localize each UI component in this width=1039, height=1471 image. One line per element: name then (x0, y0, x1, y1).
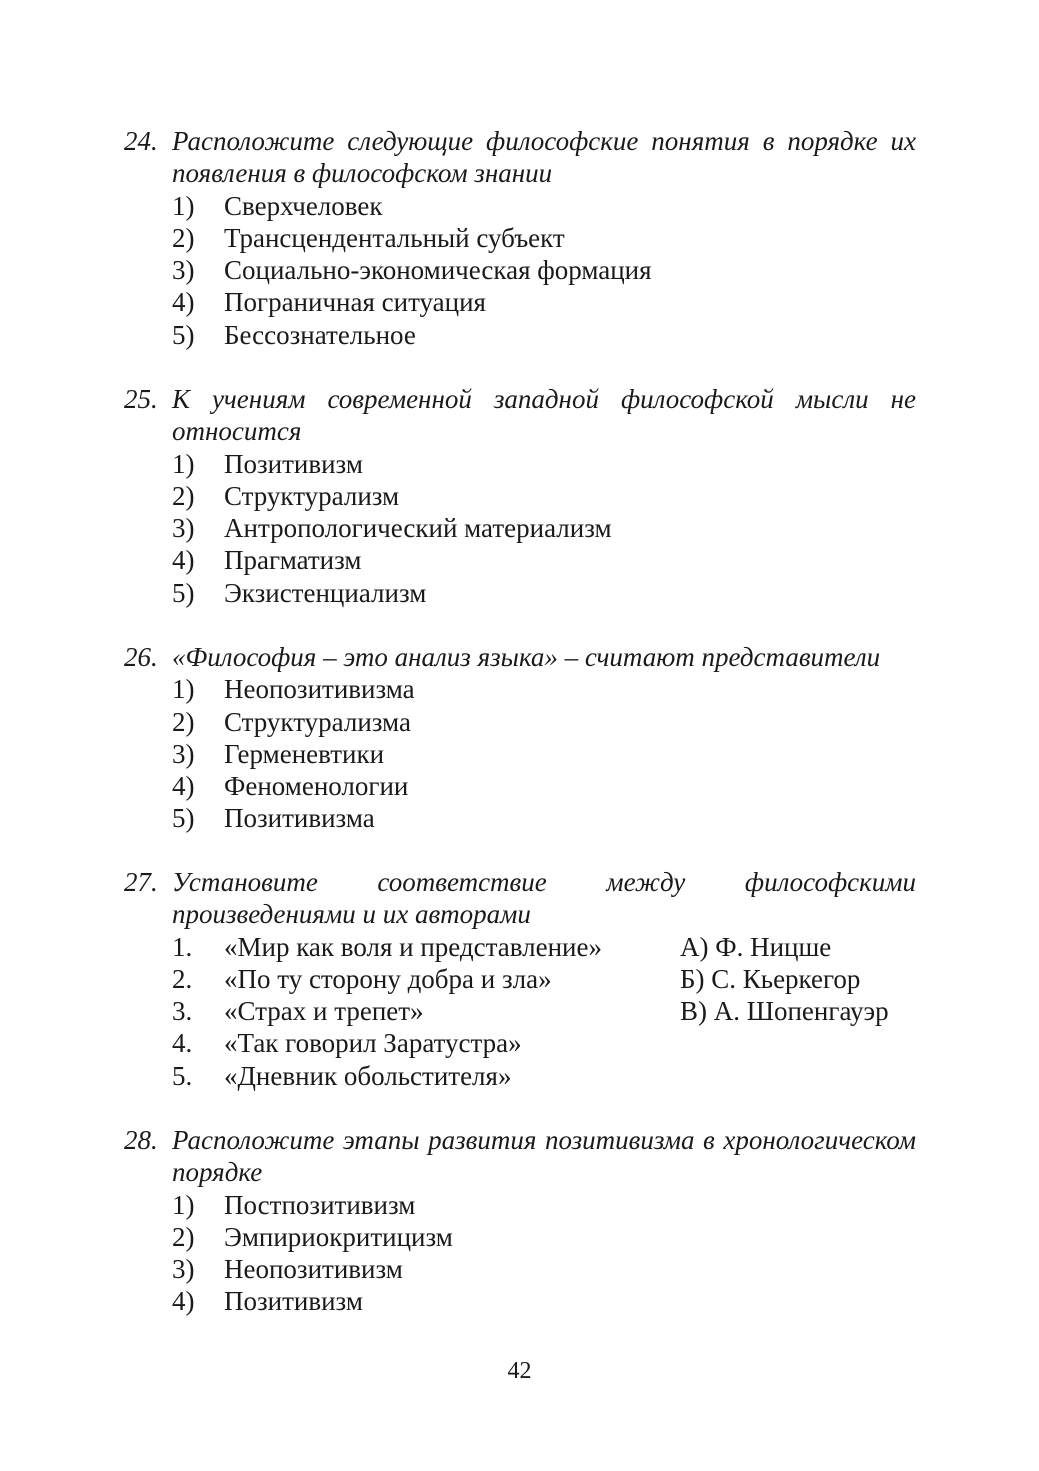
question-header (124, 1124, 916, 1189)
option-item (172, 190, 916, 222)
work-number: 4. (172, 1028, 193, 1059)
option-number: 2) (172, 480, 195, 511)
option-item (172, 1285, 916, 1317)
option-item (172, 770, 916, 802)
work-title: «По ту сторону добра и зла» (224, 963, 552, 994)
question-text: Установите соответствие между философскими произведениями и их авторами (172, 867, 916, 930)
work-number: 2. (172, 963, 193, 994)
option-number: 2) (172, 222, 195, 253)
option-text: Пограничная ситуация (224, 287, 486, 318)
option-number: 5) (172, 319, 195, 350)
question-text: К учениям современной западной философской мысли не относится (172, 384, 916, 447)
option-item (172, 448, 916, 480)
option-item (172, 319, 916, 351)
work-title: «Дневник обольстителя» (224, 1060, 512, 1091)
question-26 (124, 641, 916, 835)
option-number: 1) (172, 448, 195, 479)
question-25 (124, 383, 916, 609)
option-item (172, 802, 916, 834)
option-item (172, 512, 916, 544)
option-item (172, 1189, 916, 1221)
question-24 (124, 125, 916, 351)
question-text: Расположите следующие философские понятия в порядке их появления в философском знании (172, 126, 916, 189)
option-number: 4) (172, 1286, 195, 1317)
option-number: 3) (172, 738, 195, 769)
work-number: 3. (172, 996, 193, 1027)
question-header (124, 641, 916, 673)
option-number: 4) (172, 287, 195, 318)
option-text: Герменевтики (224, 738, 385, 769)
option-number: 4) (172, 771, 195, 802)
work-title: «Так говорил Заратустра» (224, 1028, 522, 1059)
option-list (172, 1189, 916, 1318)
matching-row (172, 995, 916, 1027)
question-text: Расположите этапы развития позитивизма в хронологическом порядке (172, 1125, 916, 1188)
option-text: Сверхчеловек (224, 190, 383, 221)
question-27 (124, 866, 916, 1092)
option-item (172, 577, 916, 609)
matching-row (172, 1027, 916, 1059)
author-option: Б) С. Кьеркегор (680, 963, 861, 994)
work-title: «Страх и трепет» (224, 996, 424, 1027)
author-option: А) Ф. Ницше (680, 931, 832, 962)
option-text: Позитивизма (224, 803, 375, 834)
author-option: В) А. Шопенгауэр (680, 996, 889, 1027)
option-item (172, 286, 916, 318)
option-item (172, 1253, 916, 1285)
option-number: 5) (172, 577, 195, 608)
option-text: Структурализма (224, 706, 411, 737)
option-text: Неопозитивизм (224, 1254, 403, 1285)
question-text: «Философия – это анализ языка» – считают представители (172, 642, 881, 672)
option-text: Социально-экономическая формация (224, 255, 652, 286)
option-number: 1) (172, 190, 195, 221)
page-number: 42 (507, 1358, 532, 1384)
work-number: 5. (172, 1060, 193, 1091)
option-number: 3) (172, 1254, 195, 1285)
question-number: 24. (124, 126, 158, 156)
option-item (172, 222, 916, 254)
option-text: Бессознательное (224, 319, 416, 350)
option-item (172, 480, 916, 512)
matching-row (172, 963, 916, 995)
option-text: Феноменологии (224, 771, 409, 802)
option-text: Позитивизм (224, 448, 363, 479)
option-item (172, 706, 916, 738)
option-text: Постпозитивизм (224, 1189, 416, 1220)
question-header (124, 383, 916, 448)
option-text: Антропологический материализм (224, 513, 612, 544)
option-text: Неопозитивизма (224, 674, 415, 705)
option-number: 4) (172, 545, 195, 576)
option-text: Структурализм (224, 480, 400, 511)
question-number: 25. (124, 384, 158, 414)
matching-row (172, 1060, 916, 1092)
option-number: 2) (172, 706, 195, 737)
option-text: Экзистенциализм (224, 577, 427, 608)
option-text: Эмпириокритицизм (224, 1221, 453, 1252)
option-list (172, 448, 916, 609)
work-number: 1. (172, 931, 193, 962)
option-item (172, 738, 916, 770)
work-title: «Мир как воля и представление» (224, 931, 602, 962)
option-number: 1) (172, 1189, 195, 1220)
question-number: 27. (124, 867, 158, 897)
option-number: 3) (172, 255, 195, 286)
question-number: 28. (124, 1125, 158, 1155)
option-number: 3) (172, 513, 195, 544)
option-number: 1) (172, 674, 195, 705)
option-item (172, 673, 916, 705)
matching-row (172, 931, 916, 963)
question-header (124, 125, 916, 190)
option-text: Позитивизм (224, 1286, 363, 1317)
option-item (172, 544, 916, 576)
option-number: 5) (172, 803, 195, 834)
option-text: Трансцендентальный субъект (224, 222, 565, 253)
question-28 (124, 1124, 916, 1318)
option-number: 2) (172, 1221, 195, 1252)
option-item (172, 1221, 916, 1253)
option-list (172, 190, 916, 351)
option-text: Прагматизм (224, 545, 362, 576)
option-item (172, 254, 916, 286)
matching-list (172, 931, 916, 1092)
option-list (172, 673, 916, 834)
question-header (124, 866, 916, 931)
question-number: 26. (124, 642, 158, 672)
